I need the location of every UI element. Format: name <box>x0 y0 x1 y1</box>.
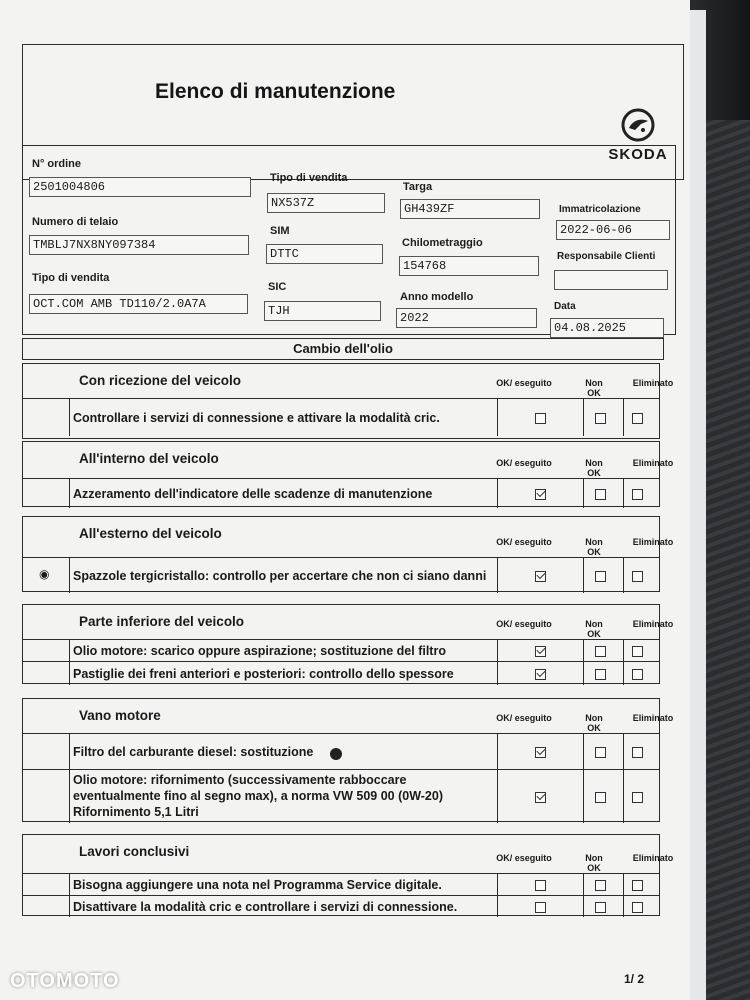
vin-label: Numero di telaio <box>32 216 119 228</box>
checklist-item-label: Azzeramento dell'indicatore delle scadenze di manutenzione <box>73 487 433 501</box>
date-label: Data <box>554 301 576 312</box>
row-divider <box>583 479 584 508</box>
column-header-ok: OK/ eseguito <box>496 378 552 388</box>
checklist-row <box>23 769 659 823</box>
row-divider <box>497 479 498 508</box>
column-header-ok: OK/ eseguito <box>496 713 552 723</box>
column-header-not-ok: Non OK <box>585 713 603 733</box>
row-divider <box>69 662 70 685</box>
row-divider <box>583 399 584 436</box>
checkbox-ok[interactable] <box>535 747 546 758</box>
section-title: All'esterno del veicolo <box>79 526 222 541</box>
checkbox-not-ok[interactable] <box>595 792 606 803</box>
row-divider <box>623 662 624 685</box>
row-divider <box>583 640 584 661</box>
checklist-section <box>22 604 674 684</box>
checkbox-removed[interactable] <box>632 747 643 758</box>
row-divider <box>623 640 624 661</box>
page-number: 1/ 2 <box>624 972 645 986</box>
checklist-row <box>23 733 659 769</box>
client-resp-label: Responsabile Clienti <box>557 251 656 262</box>
row-divider <box>69 770 70 823</box>
row-divider <box>623 399 624 436</box>
checklist-row <box>23 639 659 661</box>
checklist-item-label: Controllare i servizi di connessione e attivare la modalità cric. <box>73 411 440 425</box>
checkbox-ok[interactable] <box>535 669 546 680</box>
vin-field: TMBLJ7NX8NY097384 <box>29 235 249 255</box>
row-divider <box>69 640 70 661</box>
row-divider <box>497 874 498 895</box>
column-header-not-ok: Non OK <box>585 537 603 557</box>
checklist-section <box>22 698 674 822</box>
column-header-not-ok: Non OK <box>585 853 603 873</box>
column-header-removed: Eliminato <box>632 619 674 629</box>
row-divider <box>623 770 624 823</box>
checklist-section <box>22 516 674 592</box>
column-header-removed: Eliminato <box>632 853 674 863</box>
row-divider <box>583 874 584 895</box>
section-title: Vano motore <box>79 708 161 723</box>
checkbox-removed[interactable] <box>632 489 643 500</box>
row-divider <box>497 640 498 661</box>
sic-label: SIC <box>268 281 287 293</box>
column-header-removed: Eliminato <box>632 537 674 547</box>
checkbox-not-ok[interactable] <box>595 747 606 758</box>
checklist-row <box>23 661 659 685</box>
checkbox-removed[interactable] <box>632 571 643 582</box>
checkbox-ok[interactable] <box>535 489 546 500</box>
checklist-item-label: Disattivare la modalità cric e controllare i servizi di connessione. <box>73 900 458 914</box>
column-header-ok: OK/ eseguito <box>496 458 552 468</box>
sale-type2-label: Tipo di vendita <box>32 272 110 284</box>
checkbox-ok[interactable] <box>535 646 546 657</box>
checkbox-ok[interactable] <box>535 571 546 582</box>
checklist-row <box>23 478 659 508</box>
sale-type2-field: OCT.COM AMB TD110/2.0A7A <box>29 294 248 314</box>
checkbox-not-ok[interactable] <box>595 489 606 500</box>
model-year-label: Anno modello <box>400 291 474 303</box>
row-divider <box>623 896 624 917</box>
client-resp-field <box>554 270 668 290</box>
checkbox-removed[interactable] <box>632 646 643 657</box>
oil-change-banner: Cambio dell'olio <box>22 338 664 360</box>
checkbox-not-ok[interactable] <box>595 571 606 582</box>
checklist-item-label: Filtro del carburante diesel: sostituzione <box>73 745 314 759</box>
column-header-ok: OK/ eseguito <box>496 619 552 629</box>
column-header-removed: Eliminato <box>632 713 674 723</box>
row-divider <box>583 558 584 593</box>
order-no-label: N° ordine <box>32 158 82 170</box>
row-divider <box>69 896 70 917</box>
checklist-row <box>23 873 659 895</box>
background-knit <box>700 120 750 1000</box>
row-divider <box>583 662 584 685</box>
checkbox-removed[interactable] <box>632 902 643 913</box>
brand-name: SKODA <box>608 146 668 163</box>
column-header-not-ok: Non OK <box>585 619 603 639</box>
section-title: Con ricezione del veicolo <box>79 373 242 388</box>
sim-label: SIM <box>270 225 290 237</box>
registration-label: Immatricolazione <box>559 204 641 215</box>
date-field: 04.08.2025 <box>550 318 664 338</box>
checkbox-not-ok[interactable] <box>595 646 606 657</box>
checklist-item-label: Pastiglie dei freni anteriori e posteriori: controllo dello spessore <box>73 667 454 681</box>
section-title: All'interno del veicolo <box>79 451 219 466</box>
checklist-item-label: Bisogna aggiungere una nota nel Programma Service digitale. <box>73 878 442 892</box>
sale-type-field: NX537Z <box>267 193 385 213</box>
document-title: Elenco di manutenzione <box>155 80 396 103</box>
row-divider <box>623 558 624 593</box>
checklist-row <box>23 557 659 593</box>
checkbox-removed[interactable] <box>632 792 643 803</box>
row-divider <box>69 874 70 895</box>
watermark-logo: OTOMOTO <box>10 970 120 992</box>
checkbox-not-ok[interactable] <box>595 902 606 913</box>
checkbox-not-ok[interactable] <box>595 669 606 680</box>
checklist-section <box>22 441 674 507</box>
row-divider <box>497 662 498 685</box>
sim-field: DTTC <box>266 244 383 264</box>
checklist-item-label: Olio motore: rifornimento (successivamente rabboccare eventualmente fino al segno max), a norma VW 509 00 (0W-20) Rifornimento 5,1 Litri <box>73 773 443 819</box>
row-divider <box>69 479 70 508</box>
row-divider <box>623 734 624 769</box>
checkbox-removed[interactable] <box>632 413 643 424</box>
plate-label: Targa <box>403 181 433 193</box>
column-header-not-ok: Non OK <box>585 378 603 398</box>
checkbox-ok[interactable] <box>535 792 546 803</box>
column-header-removed: Eliminato <box>632 378 674 388</box>
checkbox-ok[interactable] <box>535 880 546 891</box>
skoda-emblem-icon <box>621 108 655 142</box>
checklist-item-label: Olio motore: scarico oppure aspirazione; sostituzione del filtro <box>73 644 446 658</box>
checkbox-ok[interactable] <box>535 902 546 913</box>
row-divider <box>69 558 70 593</box>
row-divider <box>497 399 498 436</box>
section-title: Lavori conclusivi <box>79 844 190 859</box>
row-divider <box>497 734 498 769</box>
column-header-ok: OK/ eseguito <box>496 853 552 863</box>
mileage-field: 154768 <box>399 256 539 276</box>
model-year-field: 2022 <box>396 308 537 328</box>
checkbox-not-ok[interactable] <box>595 413 606 424</box>
column-header-ok: OK/ eseguito <box>496 537 552 547</box>
row-divider <box>497 558 498 593</box>
row-divider <box>583 896 584 917</box>
ink-dot <box>330 748 342 760</box>
row-divider <box>623 874 624 895</box>
mileage-label: Chilometraggio <box>402 237 483 249</box>
sic-field: TJH <box>264 301 381 321</box>
column-header-removed: Eliminato <box>632 458 674 468</box>
checkbox-ok[interactable] <box>535 413 546 424</box>
registration-field: 2022-06-06 <box>556 220 670 240</box>
section-title: Parte inferiore del veicolo <box>79 614 245 629</box>
checklist-item-label: Spazzole tergicristallo: controllo per accertare che non ci siano danni <box>73 569 487 583</box>
eye-icon: ◉ <box>39 567 50 581</box>
checklist-section <box>22 834 674 916</box>
row-divider <box>69 399 70 436</box>
checklist-row <box>23 398 659 436</box>
row-divider <box>583 770 584 823</box>
row-divider <box>623 479 624 508</box>
order-no-field: 2501004806 <box>29 177 251 197</box>
checklist-row <box>23 895 659 917</box>
row-divider <box>69 734 70 769</box>
plate-field: GH439ZF <box>400 199 540 219</box>
checklist-section <box>22 363 674 439</box>
sale-type-label: Tipo di vendita <box>270 172 348 184</box>
checkbox-removed[interactable] <box>632 880 643 891</box>
checkbox-removed[interactable] <box>632 669 643 680</box>
row-divider <box>583 734 584 769</box>
checkbox-not-ok[interactable] <box>595 880 606 891</box>
column-header-not-ok: Non OK <box>585 458 603 478</box>
row-divider <box>497 770 498 823</box>
row-divider <box>497 896 498 917</box>
